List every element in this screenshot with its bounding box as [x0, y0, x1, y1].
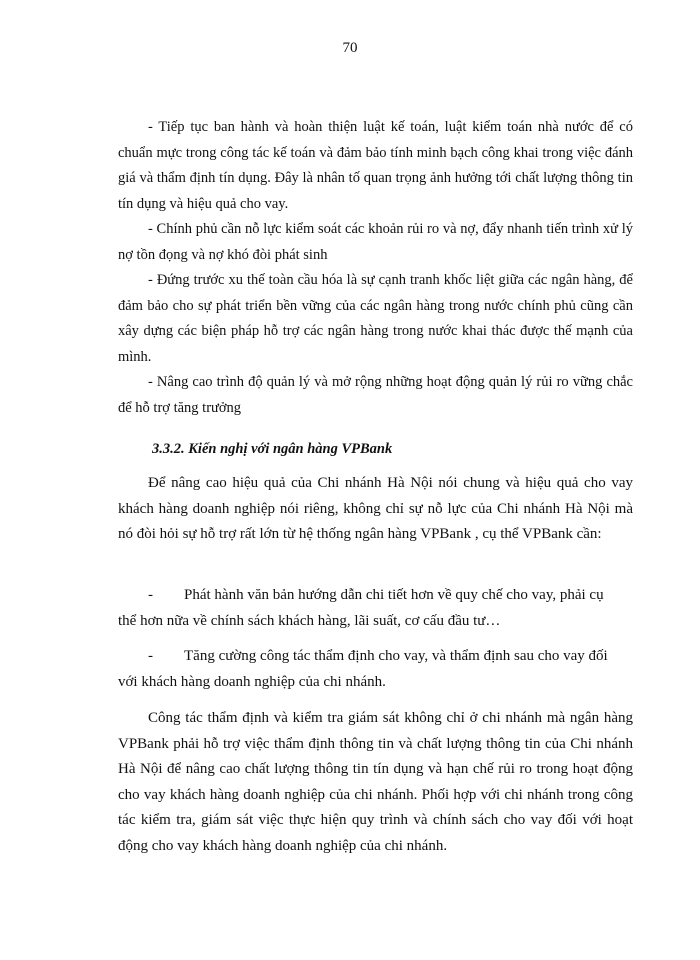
intro-text: Để nâng cao hiệu quả của Chi nhánh Hà Nội nói chung và hiệu quả cho vay khách hàng doanh nghiệp nói riêng, không chỉ sự nỗ lực của Chi nhánh Hà Nội mà nó đòi hỏi sự hỗ trợ rất lớn từ hệ thống ngân hàng VPBank , cụ thể VPBank cần:: [118, 475, 633, 542]
list-dash: -: [148, 648, 153, 664]
closing-paragraph: [118, 706, 633, 859]
recommendation-accounting-law: - Tiếp tục ban hành và hoàn thiện luật kế toán, luật kiểm toán nhà nước để có chuẩn mực trong công tác kế toán và đảm bảo tính minh bạch công khai trong việc đánh giá và thẩm định tín dụng. Đây là nhân tố quan trọng ảnh hưởng tới chất lượng thông tin tín dụng và hiệu quả cho vay.: [118, 119, 633, 212]
list-dash: -: [148, 587, 153, 603]
list-item: [118, 583, 633, 634]
recommendation-risk-management: - Nâng cao trình độ quản lý và mở rộng những hoạt động quản lý rủi ro vững chắc để hỗ trợ tăng trưởng: [118, 374, 633, 416]
list-item: [118, 644, 633, 695]
section-heading: 3.3.2. Kiến nghị với ngân hàng VPBank: [152, 441, 393, 457]
recommendation-globalization: - Đứng trước xu thế toàn cầu hóa là sự cạnh tranh khốc liệt giữa các ngân hàng, để đảm bảo cho sự phát triển bền vững của các ngân hàng trong nước chính phủ cũng cần xây dựng các biện pháp hỗ trợ các ngân hàng trong nước khai thác được thế mạnh của mình.: [118, 272, 633, 365]
recommendation-risk-control: - Chính phủ cần nỗ lực kiểm soát các khoản rủi ro và nợ, đẩy nhanh tiến trình xử lý nợ tồn đọng và nợ khó đòi phát sinh: [118, 221, 633, 263]
list-item-first-line: Tăng cường công tác thẩm định cho vay, và thẩm định sau cho vay đối: [184, 648, 608, 664]
page-number: 70: [342, 40, 358, 56]
list-item-continuation: với khách hàng doanh nghiệp của chi nhánh.: [118, 673, 386, 690]
closing-text: Công tác thẩm định và kiểm tra giám sát không chỉ ở chi nhánh mà ngân hàng VPBank phải hỗ trợ việc thẩm định thông tin và chất lượng thông tin của Chi nhánh Hà Nội để nâng cao chất lượng thông tin tín dụng và hạn chế rủi ro trong hoạt động cho vay khách hàng doanh nghiệp của chi nhánh. Phối hợp với chi nhánh trong công tác kiểm tra, giám sát việc thực hiện quy trình và chính sách cho vay đối với hoạt động cho vay khách hàng doanh nghiệp của chi nhánh.: [118, 710, 633, 854]
intro-paragraph: [118, 471, 633, 548]
list-item-continuation: thể hơn nữa về chính sách khách hàng, lãi suất, cơ cấu đầu tư…: [118, 612, 501, 629]
list-item-first-line: Phát hành văn bản hướng dẫn chi tiết hơn về quy chế cho vay, phải cụ: [184, 587, 604, 603]
policy-recommendations: [118, 115, 633, 421]
